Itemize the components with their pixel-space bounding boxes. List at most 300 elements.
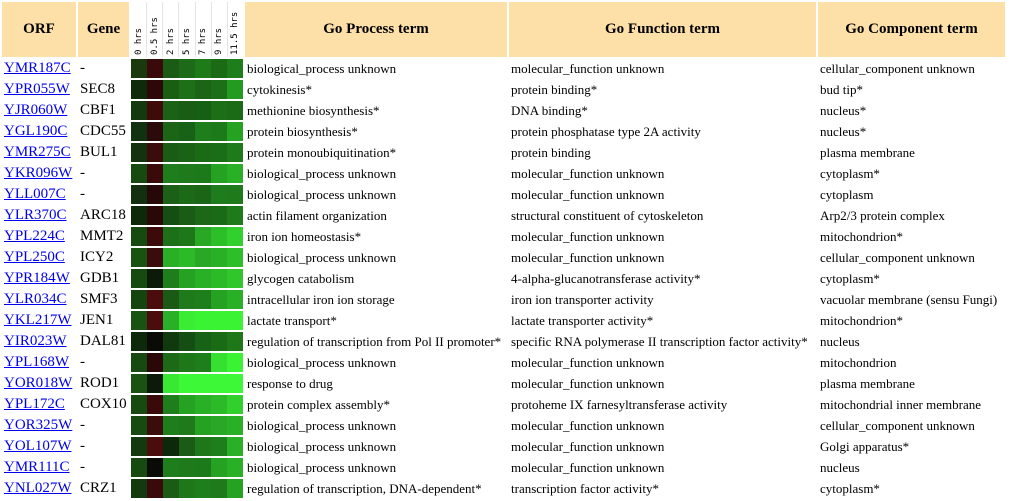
heatmap-cell xyxy=(211,416,227,435)
function-cell: molecular_function unknown xyxy=(511,417,665,433)
heatmap-cell xyxy=(131,458,147,477)
heatmap-cell xyxy=(227,122,243,141)
heatmap-cell xyxy=(179,395,195,414)
component-cell: Arp2/3 protein complex xyxy=(820,207,945,223)
heatmap-cell xyxy=(147,479,163,498)
header-orf: ORF xyxy=(2,2,76,57)
table-row xyxy=(2,206,1005,225)
function-cell: protoheme IX farnesyltransferase activity xyxy=(511,396,728,412)
orf-link[interactable]: YPL168W xyxy=(4,354,69,370)
heatmap-cell xyxy=(195,269,211,288)
orf-link[interactable]: YOR018W xyxy=(4,375,73,391)
expression-heatmap xyxy=(131,479,243,498)
expression-heatmap xyxy=(131,206,243,225)
orf-cell xyxy=(2,416,76,435)
heatmap-cell xyxy=(211,206,227,225)
heatmap-cell xyxy=(179,206,195,225)
header-timepoints xyxy=(131,2,243,57)
timepoint-label-text: 9 hrs xyxy=(214,27,225,55)
orf-cell xyxy=(2,227,76,246)
table-row xyxy=(2,332,1005,351)
process-cell: biological_process unknown xyxy=(247,165,397,181)
component-cell: vacuolar membrane (sensu Fungi) xyxy=(820,291,998,307)
table-row xyxy=(2,248,1005,267)
table-row xyxy=(2,227,1005,246)
timepoint-label xyxy=(227,2,243,57)
heatmap-cell xyxy=(131,479,147,498)
heatmap-bar xyxy=(131,122,243,141)
function-cell: lactate transporter activity* xyxy=(511,312,654,328)
heatmap-bar xyxy=(131,206,243,225)
process-cell: biological_process unknown xyxy=(247,459,397,475)
function-cell: protein binding* xyxy=(511,81,598,97)
heatmap-cell xyxy=(211,353,227,372)
function-cell: protein binding xyxy=(511,144,591,160)
heatmap-cell xyxy=(163,227,179,246)
orf-link[interactable]: YJR060W xyxy=(4,102,68,118)
function-cell: molecular_function unknown xyxy=(511,165,665,181)
heatmap-cell xyxy=(195,374,211,393)
table-row xyxy=(2,437,1005,456)
expression-heatmap xyxy=(131,353,243,372)
heatmap-cell xyxy=(211,59,227,78)
table-row xyxy=(2,122,1005,141)
heatmap-cell xyxy=(195,164,211,183)
heatmap-cell xyxy=(131,122,147,141)
heatmap-cell xyxy=(211,248,227,267)
orf-cell xyxy=(2,353,76,372)
heatmap-cell xyxy=(195,458,211,477)
heatmap-cell xyxy=(163,143,179,162)
expression-heatmap xyxy=(131,59,243,78)
orf-link[interactable]: YOR325W xyxy=(4,417,73,433)
header-process: Go Process term xyxy=(245,2,507,57)
heatmap-cell xyxy=(211,269,227,288)
timepoint-label-text: 5 hrs xyxy=(181,27,192,55)
heatmap-cell xyxy=(179,416,195,435)
heatmap-cell xyxy=(147,395,163,414)
heatmap-cell xyxy=(211,311,227,330)
heatmap-bar xyxy=(131,101,243,120)
heatmap-cell xyxy=(147,185,163,204)
process-cell: protein monoubiquitination* xyxy=(247,144,397,160)
heatmap-cell xyxy=(147,332,163,351)
gene-cell: BUL1 xyxy=(80,144,118,160)
orf-cell xyxy=(2,479,76,498)
heatmap-cell xyxy=(147,143,163,162)
expression-heatmap xyxy=(131,395,243,414)
table-row xyxy=(2,416,1005,435)
heatmap-cell xyxy=(195,479,211,498)
component-cell: bud tip* xyxy=(820,81,863,97)
orf-link[interactable]: YPR055W xyxy=(4,81,70,97)
orf-link[interactable]: YOL107W xyxy=(4,438,72,454)
table-row xyxy=(2,353,1005,372)
header-row xyxy=(2,2,1005,57)
heatmap-cell xyxy=(147,59,163,78)
heatmap-cell xyxy=(163,353,179,372)
heatmap-cell xyxy=(131,185,147,204)
gene-cell: CDC55 xyxy=(80,123,126,139)
heatmap-cell xyxy=(211,437,227,456)
function-cell: protein phosphatase type 2A activity xyxy=(511,123,701,139)
process-cell: biological_process unknown xyxy=(247,186,397,202)
function-cell: molecular_function unknown xyxy=(511,354,665,370)
function-cell: molecular_function unknown xyxy=(511,438,665,454)
table-row xyxy=(2,269,1005,288)
heatmap-cell xyxy=(131,353,147,372)
orf-cell xyxy=(2,269,76,288)
heatmap-cell xyxy=(195,437,211,456)
expression-heatmap xyxy=(131,164,243,183)
component-cell: cytoplasm* xyxy=(820,270,880,286)
heatmap-cell xyxy=(179,80,195,99)
heatmap-cell xyxy=(131,143,147,162)
heatmap-cell xyxy=(179,332,195,351)
heatmap-cell xyxy=(227,332,243,351)
table-row xyxy=(2,290,1005,309)
orf-link[interactable]: YLR370C xyxy=(4,207,67,223)
heatmap-cell xyxy=(163,416,179,435)
heatmap-cell xyxy=(131,374,147,393)
heatmap-cell xyxy=(227,395,243,414)
timepoint-label xyxy=(162,2,178,57)
heatmap-cell xyxy=(147,206,163,225)
heatmap-bar xyxy=(131,458,243,477)
gene-cell: GDB1 xyxy=(80,270,120,286)
heatmap-cell xyxy=(227,206,243,225)
table-row xyxy=(2,59,1005,78)
orf-link[interactable]: YLR034C xyxy=(4,291,67,307)
header-function: Go Function term xyxy=(509,2,816,57)
orf-link[interactable]: YGL190C xyxy=(4,123,68,139)
heatmap-cell xyxy=(179,458,195,477)
header-gene: Gene xyxy=(78,2,129,57)
heatmap-cell xyxy=(131,101,147,120)
heatmap-cell xyxy=(131,416,147,435)
heatmap-cell xyxy=(147,122,163,141)
orf-cell xyxy=(2,101,76,120)
heatmap-cell xyxy=(147,248,163,267)
heatmap-cell xyxy=(179,122,195,141)
orf-link[interactable]: YIR023W xyxy=(4,333,67,349)
timepoint-label xyxy=(131,2,146,57)
orf-cell xyxy=(2,437,76,456)
component-cell: cytoplasm* xyxy=(820,165,880,181)
heatmap-cell xyxy=(179,374,195,393)
heatmap-cell xyxy=(195,395,211,414)
process-cell: biological_process unknown xyxy=(247,249,397,265)
timepoint-label-text: 0.5 hrs xyxy=(149,17,160,55)
timepoint-label-text: 2 hrs xyxy=(165,27,176,55)
process-cell: biological_process unknown xyxy=(247,60,397,76)
heatmap-cell xyxy=(195,206,211,225)
heatmap-cell xyxy=(163,290,179,309)
component-cell: cytoplasm xyxy=(820,186,874,202)
function-cell: molecular_function unknown xyxy=(511,186,665,202)
expression-heatmap xyxy=(131,269,243,288)
process-cell: actin filament organization xyxy=(247,207,387,223)
heatmap-cell xyxy=(163,332,179,351)
process-cell: regulation of transcription, DNA-dependent* xyxy=(247,480,482,496)
heatmap-cell xyxy=(179,353,195,372)
heatmap-cell xyxy=(211,227,227,246)
heatmap-cell xyxy=(227,80,243,99)
component-cell: mitochondrion* xyxy=(820,312,904,328)
heatmap-bar xyxy=(131,353,243,372)
heatmap-cell xyxy=(227,458,243,477)
timepoint-label xyxy=(211,2,227,57)
heatmap-cell xyxy=(147,164,163,183)
orf-link[interactable]: YLL007C xyxy=(4,186,66,202)
heatmap-cell xyxy=(131,395,147,414)
component-cell: nucleus* xyxy=(820,123,867,139)
function-cell: specific RNA polymerase II transcription factor activity* xyxy=(511,333,808,349)
table-row xyxy=(2,143,1005,162)
heatmap-cell xyxy=(179,479,195,498)
process-cell: regulation of transcription from Pol II promoter* xyxy=(247,333,502,349)
heatmap-cell xyxy=(163,185,179,204)
timepoint-label-text: 11.5 hrs xyxy=(230,11,241,55)
heatmap-cell xyxy=(131,269,147,288)
heatmap-bar xyxy=(131,164,243,183)
heatmap-cell xyxy=(131,206,147,225)
component-cell: mitochondrion* xyxy=(820,228,904,244)
heatmap-cell xyxy=(163,248,179,267)
expression-heatmap xyxy=(131,80,243,99)
heatmap-cell xyxy=(163,395,179,414)
process-cell: iron ion homeostasis* xyxy=(247,228,362,244)
orf-link[interactable]: YMR111C xyxy=(4,459,70,475)
function-cell: structural constituent of cytoskeleton xyxy=(511,207,704,223)
component-cell: plasma membrane xyxy=(820,375,915,391)
expression-heatmap xyxy=(131,437,243,456)
heatmap-bar xyxy=(131,185,243,204)
heatmap-cell xyxy=(227,164,243,183)
heatmap-cell xyxy=(163,458,179,477)
heatmap-cell xyxy=(211,374,227,393)
component-cell: nucleus xyxy=(820,333,860,349)
heatmap-cell xyxy=(227,290,243,309)
function-cell: molecular_function unknown xyxy=(511,459,665,475)
heatmap-cell xyxy=(211,332,227,351)
heatmap-cell xyxy=(179,248,195,267)
heatmap-cell xyxy=(195,353,211,372)
heatmap-cell xyxy=(131,227,147,246)
timepoint-label-text: 0 hrs xyxy=(133,27,144,55)
heatmap-cell xyxy=(195,290,211,309)
heatmap-cell xyxy=(227,416,243,435)
table-row xyxy=(2,80,1005,99)
orf-cell xyxy=(2,164,76,183)
orf-link[interactable]: YMR275C xyxy=(4,144,71,160)
process-cell: glycogen catabolism xyxy=(247,270,355,286)
heatmap-cell xyxy=(179,164,195,183)
heatmap-cell xyxy=(195,80,211,99)
expression-heatmap xyxy=(131,332,243,351)
heatmap-bar xyxy=(131,80,243,99)
orf-link[interactable]: YKR096W xyxy=(4,165,73,181)
expression-heatmap xyxy=(131,290,243,309)
component-cell: nucleus xyxy=(820,459,860,475)
heatmap-cell xyxy=(163,269,179,288)
heatmap-cell xyxy=(227,143,243,162)
expression-heatmap xyxy=(131,143,243,162)
heatmap-cell xyxy=(211,479,227,498)
orf-link[interactable]: YKL217W xyxy=(4,312,72,328)
heatmap-cell xyxy=(147,374,163,393)
heatmap-bar xyxy=(131,290,243,309)
heatmap-cell xyxy=(179,101,195,120)
heatmap-cell xyxy=(195,143,211,162)
process-cell: intracellular iron ion storage xyxy=(247,291,395,307)
table-row xyxy=(2,395,1005,414)
function-cell: DNA binding* xyxy=(511,102,588,118)
orf-link[interactable]: YMR187C xyxy=(4,60,71,76)
header-component: Go Component term xyxy=(818,2,1005,57)
orf-link[interactable]: YPR184W xyxy=(4,270,70,286)
gene-cell: SEC8 xyxy=(80,81,116,97)
orf-cell xyxy=(2,143,76,162)
component-cell: cellular_component unknown xyxy=(820,249,975,265)
heatmap-cell xyxy=(163,374,179,393)
heatmap-bar xyxy=(131,248,243,267)
heatmap-cell xyxy=(211,185,227,204)
heatmap-cell xyxy=(227,59,243,78)
orf-cell xyxy=(2,311,76,330)
process-cell: lactate transport* xyxy=(247,312,337,328)
orf-cell xyxy=(2,185,76,204)
expression-heatmap xyxy=(131,374,243,393)
gene-cell: - xyxy=(80,60,85,76)
heatmap-cell xyxy=(227,101,243,120)
heatmap-bar xyxy=(131,332,243,351)
heatmap-cell xyxy=(179,227,195,246)
orf-cell xyxy=(2,59,76,78)
gene-cell: CRZ1 xyxy=(80,480,117,496)
orf-cell xyxy=(2,374,76,393)
orf-cell xyxy=(2,206,76,225)
orf-link[interactable]: YPL224C xyxy=(4,228,65,244)
heatmap-bar xyxy=(131,395,243,414)
heatmap-cell xyxy=(195,122,211,141)
heatmap-cell xyxy=(131,248,147,267)
gene-cell: JEN1 xyxy=(80,312,114,328)
heatmap-cell xyxy=(211,290,227,309)
heatmap-cell xyxy=(227,437,243,456)
heatmap-cell xyxy=(163,311,179,330)
component-cell: plasma membrane xyxy=(820,144,915,160)
gene-cell: SMF3 xyxy=(80,291,118,307)
orf-cell xyxy=(2,80,76,99)
heatmap-cell xyxy=(179,290,195,309)
process-cell: protein complex assembly* xyxy=(247,396,390,412)
heatmap-bar xyxy=(131,59,243,78)
heatmap-cell xyxy=(163,101,179,120)
heatmap-cell xyxy=(195,248,211,267)
heatmap-cell xyxy=(163,164,179,183)
heatmap-cell xyxy=(147,227,163,246)
heatmap-cell xyxy=(227,269,243,288)
orf-link[interactable]: YNL027W xyxy=(4,480,72,496)
heatmap-cell xyxy=(147,80,163,99)
heatmap-cell xyxy=(147,458,163,477)
gene-cell: - xyxy=(80,417,85,433)
heatmap-cell xyxy=(179,437,195,456)
heatmap-cell xyxy=(131,311,147,330)
heatmap-cell xyxy=(131,332,147,351)
heatmap-cell xyxy=(163,437,179,456)
heatmap-cell xyxy=(211,80,227,99)
process-cell: cytokinesis* xyxy=(247,81,312,97)
gene-cell: MMT2 xyxy=(80,228,124,244)
component-cell: nucleus* xyxy=(820,102,867,118)
heatmap-bar xyxy=(131,311,243,330)
heatmap-cell xyxy=(163,479,179,498)
orf-cell xyxy=(2,458,76,477)
orf-cell xyxy=(2,248,76,267)
heatmap-cell xyxy=(147,269,163,288)
heatmap-cell xyxy=(227,227,243,246)
table-row xyxy=(2,479,1005,498)
timepoint-label-text: 7 hrs xyxy=(198,27,209,55)
expression-heatmap xyxy=(131,227,243,246)
timepoint-label xyxy=(178,2,194,57)
heatmap-cell xyxy=(195,416,211,435)
component-cell: cellular_component unknown xyxy=(820,60,975,76)
heatmap-cell xyxy=(147,290,163,309)
gene-cell: - xyxy=(80,354,85,370)
timepoint-label xyxy=(195,2,211,57)
expression-heatmap xyxy=(131,101,243,120)
component-cell: cytoplasm* xyxy=(820,480,880,496)
orf-cell xyxy=(2,395,76,414)
heatmap-cell xyxy=(195,185,211,204)
heatmap-cell xyxy=(195,59,211,78)
heatmap-cell xyxy=(179,269,195,288)
expression-heatmap xyxy=(131,185,243,204)
heatmap-cell xyxy=(211,164,227,183)
orf-link[interactable]: YPL250C xyxy=(4,249,65,265)
function-cell: molecular_function unknown xyxy=(511,375,665,391)
heatmap-cell xyxy=(163,80,179,99)
expression-heatmap xyxy=(131,311,243,330)
heatmap-cell xyxy=(147,353,163,372)
heatmap-cell xyxy=(195,311,211,330)
process-cell: protein biosynthesis* xyxy=(247,123,358,139)
heatmap-cell xyxy=(195,101,211,120)
gene-cell: - xyxy=(80,165,85,181)
expression-heatmap xyxy=(131,248,243,267)
heatmap-cell xyxy=(227,353,243,372)
heatmap-bar xyxy=(131,374,243,393)
timepoint-label xyxy=(146,2,162,57)
function-cell: molecular_function unknown xyxy=(511,60,665,76)
heatmap-bar xyxy=(131,269,243,288)
heatmap-cell xyxy=(131,80,147,99)
gene-cell: - xyxy=(80,186,85,202)
heatmap-cell xyxy=(147,416,163,435)
heatmap-cell xyxy=(211,458,227,477)
heatmap-bar xyxy=(131,143,243,162)
gene-cell: CBF1 xyxy=(80,102,116,118)
orf-cell xyxy=(2,332,76,351)
heatmap-cell xyxy=(195,332,211,351)
heatmap-cell xyxy=(179,185,195,204)
orf-link[interactable]: YPL172C xyxy=(4,396,65,412)
table-row xyxy=(2,185,1005,204)
heatmap-cell xyxy=(179,59,195,78)
